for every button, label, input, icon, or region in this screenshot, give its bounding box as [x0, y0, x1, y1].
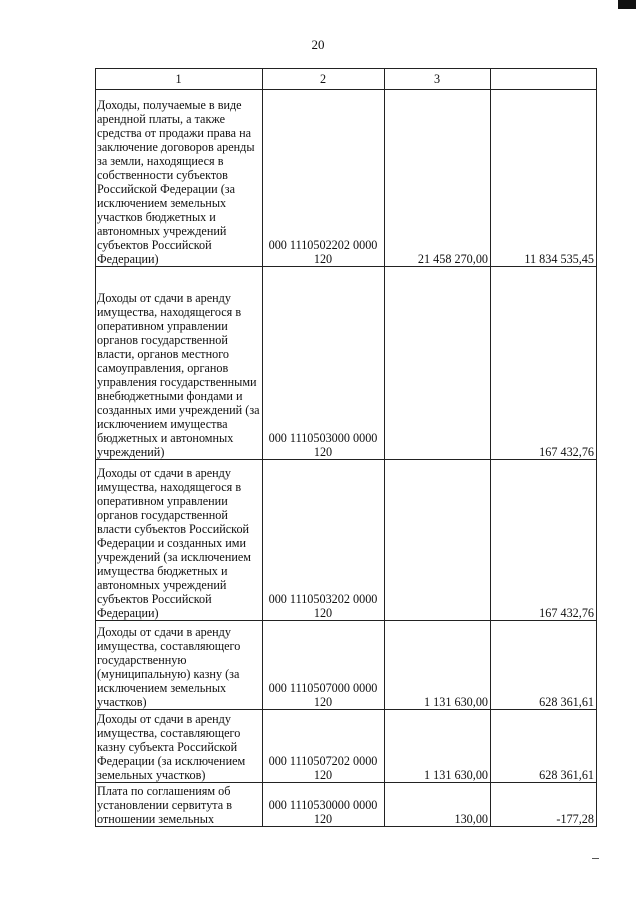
row-code [263, 267, 385, 460]
table-row [96, 621, 597, 710]
row-description: Доходы, получаемые в виде арендной платы, а также средства от продажи права на заключение договоров аренды за земли, находящиеся в собственности субъектов Российской Федерации (за исключением земельных участков бюджетных и автономных учреждений субъектов Российской Федерации) [96, 90, 263, 267]
row-code [263, 621, 385, 710]
row-code [263, 460, 385, 621]
row-code-suffix: 120 [313, 606, 333, 620]
row-value-col3 [385, 460, 491, 621]
row-description: Плата по соглашениям об установлении сервитута в отношении земельных [96, 783, 263, 827]
table-row [96, 783, 597, 827]
row-value-col4: -177,28 [491, 783, 597, 827]
row-code-line: 000 1110503202 0000 [268, 592, 378, 606]
revenue-table [95, 68, 597, 827]
row-value-col3: 1 131 630,00 [385, 710, 491, 783]
row-value-col4: 167 432,76 [491, 460, 597, 621]
table-row [96, 90, 597, 267]
corner-scan-mark [618, 0, 636, 9]
table-row [96, 460, 597, 621]
row-code-line: 000 1110503000 0000 [268, 431, 378, 445]
row-code-line: 000 1110507000 0000 [268, 681, 378, 695]
row-value-col3: 21 458 270,00 [385, 90, 491, 267]
row-code-suffix: 120 [313, 768, 333, 782]
row-code [263, 783, 385, 827]
row-description: Доходы от сдачи в аренду имущества, составляющего казну субъекта Российской Федерации (за исключением земельных участков) [96, 710, 263, 783]
row-description: Доходы от сдачи в аренду имущества, составляющего государственную (муниципальную) казну (за исключением земельных участков) [96, 621, 263, 710]
header-col-4 [491, 69, 597, 90]
row-code-suffix: 120 [313, 812, 333, 826]
row-code-line: 000 1110507202 0000 [268, 754, 378, 768]
table-row [96, 710, 597, 783]
table-header-row [96, 69, 597, 90]
row-value-col3: 130,00 [385, 783, 491, 827]
row-code-line: 000 1110502202 0000 [268, 238, 378, 252]
row-description: Доходы от сдачи в аренду имущества, находящегося в оперативном управлении органов государственной власти субъектов Российской Федерации и созданных ими учреждений (за исключением имущества бюджетных и автономных учреждений субъектов Российской Федерации) [96, 460, 263, 621]
row-value-col3 [385, 267, 491, 460]
row-code [263, 90, 385, 267]
scan-artifact-dash [592, 858, 599, 859]
header-col-1: 1 [96, 69, 263, 90]
row-value-col4: 11 834 535,45 [491, 90, 597, 267]
row-value-col4: 628 361,61 [491, 621, 597, 710]
row-code-suffix: 120 [313, 252, 333, 266]
page-number: 20 [311, 37, 325, 52]
row-value-col4: 167 432,76 [491, 267, 597, 460]
row-value-col3: 1 131 630,00 [385, 621, 491, 710]
table-row [96, 267, 597, 460]
row-code-suffix: 120 [313, 695, 333, 709]
header-col-2: 2 [263, 69, 385, 90]
row-code [263, 710, 385, 783]
row-value-col4: 628 361,61 [491, 710, 597, 783]
row-code-suffix: 120 [313, 445, 333, 459]
header-col-3: 3 [385, 69, 491, 90]
row-description: Доходы от сдачи в аренду имущества, находящегося в оперативном управлении органов государственной власти, органов местного самоуправления, органов управления государственными внебюджетными фондами и созданных ими учреждений (за исключением имущества бюджетных и автономных учреждений) [96, 267, 263, 460]
row-code-line: 000 1110530000 0000 [268, 798, 378, 812]
